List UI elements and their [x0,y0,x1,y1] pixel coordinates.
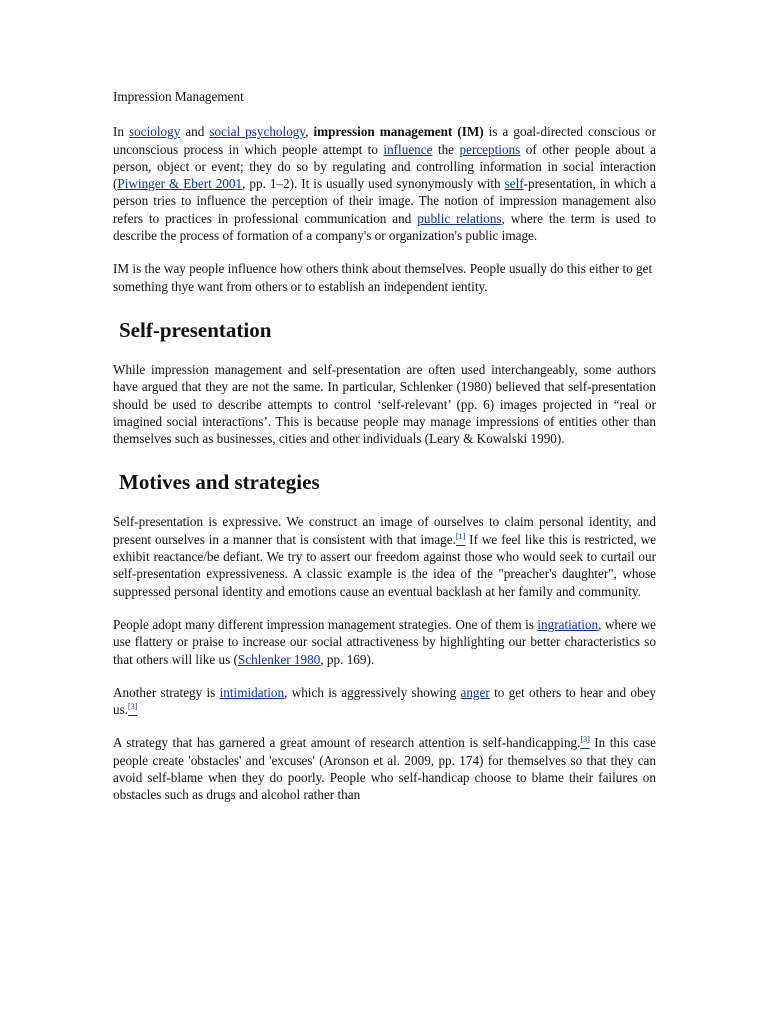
text: of other people about a person, object or event; they do so by regulating and controlling information in social interaction ( [113,141,656,192]
heading-self-presentation: Self-presentation [119,317,272,342]
text: , pp. 169). [320,651,375,667]
link-piwinger-ebert[interactable]: Piwinger & Ebert 2001 [117,176,243,192]
document-body [113,88,656,820]
footnote-ref-1[interactable] [456,532,465,547]
text: -presentation, in which a person tries to influence the perception of their image. The notion of impression management also refers to practices in professional communication and [113,176,656,226]
document-title: Impression Management [113,89,244,104]
text: , where we use flattery or praise to increase our social attractiveness by highlighting our better characteristics so that others will like us ( [113,616,656,667]
self-handicapping-paragraph [113,734,656,803]
ingratiation-paragraph [113,616,656,668]
text: Self-presentation is expressive. We construct an image of ourselves to claim personal identity, and present ourselves in a manner that is consistent with that image. [113,514,656,547]
link-public-relations[interactable]: public relations [417,210,502,226]
text: , where the term is used to describe the process of formation of a company's or organization's public image. [113,210,656,244]
link-anger[interactable]: anger [460,684,490,700]
text: If we feel like this is restricted, we exhibit reactance/be defiant. We try to assert our freedom against those who would seek to curtail our self-presentation expressiveness. A classic example is the idea of the "preacher's daughter", whose suppressed personal identity and emotions cause an eventual backlash at her family and community. [113,531,656,599]
link-sociology[interactable]: sociology [129,124,181,140]
footnote-ref-3[interactable] [128,702,137,717]
expressive-paragraph [113,513,656,599]
self-presentation-paragraph: While impression management and self-presentation are often used interchangeably, some authors have argued that they are not the same. In particular, Schlenker (1980) believed that self-presentation should be used to describe attempts to control ‘self-relevant’ (pp. 6) images projected in “real or imagined social interactions’. This is because people may manage impressions of entities other than themselves such as businesses, cities and other individuals (Leary & Kowalski 1990). [113,361,656,447]
im-definition-paragraph: IM is the way people influence how others think about themselves. People usually do this either to get something thye want from others or to establish an independent ientity. [113,261,653,294]
link-perceptions[interactable]: perceptions [459,141,521,157]
text: In [113,124,130,140]
link-schlenker-1980[interactable]: Schlenker 1980 [237,651,321,667]
footnote-ref-label: [3] [128,702,138,712]
heading-motives-strategies: Motives and strategies [119,470,320,495]
link-intimidation[interactable]: intimidation [219,684,285,700]
text: Another strategy is [113,684,220,700]
term-impression-management: impression management (IM) [313,124,484,140]
text: , which is aggressively showing [284,684,461,700]
link-influence[interactable]: influence [383,141,433,157]
text: the [432,141,460,157]
footnote-ref-label: [1] [455,531,466,541]
text: People adopt many different impression management strategies. One of them is [113,616,538,632]
intimidation-paragraph [113,684,656,719]
text: and [180,124,210,140]
footnote-ref-3b[interactable] [580,735,589,750]
link-social-psychology[interactable]: social psychology [209,124,306,140]
text: , [305,124,314,140]
link-self[interactable]: self [504,176,524,192]
text: to get others to hear and obey us. [113,684,657,718]
link-ingratiation[interactable]: ingratiation [537,616,599,632]
text: In this case people create 'obstacles' and 'excuses' (Aronson et al. 2009, pp. 174) for themselves so that they can avoid self-blame when they do poorly. People who self-handicap choose to blame their failures on obstacles such as drugs and alcohol rather than [113,735,657,803]
text: , pp. 1–2). It is usually used synonymously with [242,176,505,192]
footnote-ref-label: [3] [580,735,590,745]
text: is a goal-directed conscious or unconscious process in which people attempt to [113,124,656,157]
text: A strategy that has garnered a great amount of research attention is self-handicapping. [113,735,581,751]
intro-paragraph [113,123,656,244]
